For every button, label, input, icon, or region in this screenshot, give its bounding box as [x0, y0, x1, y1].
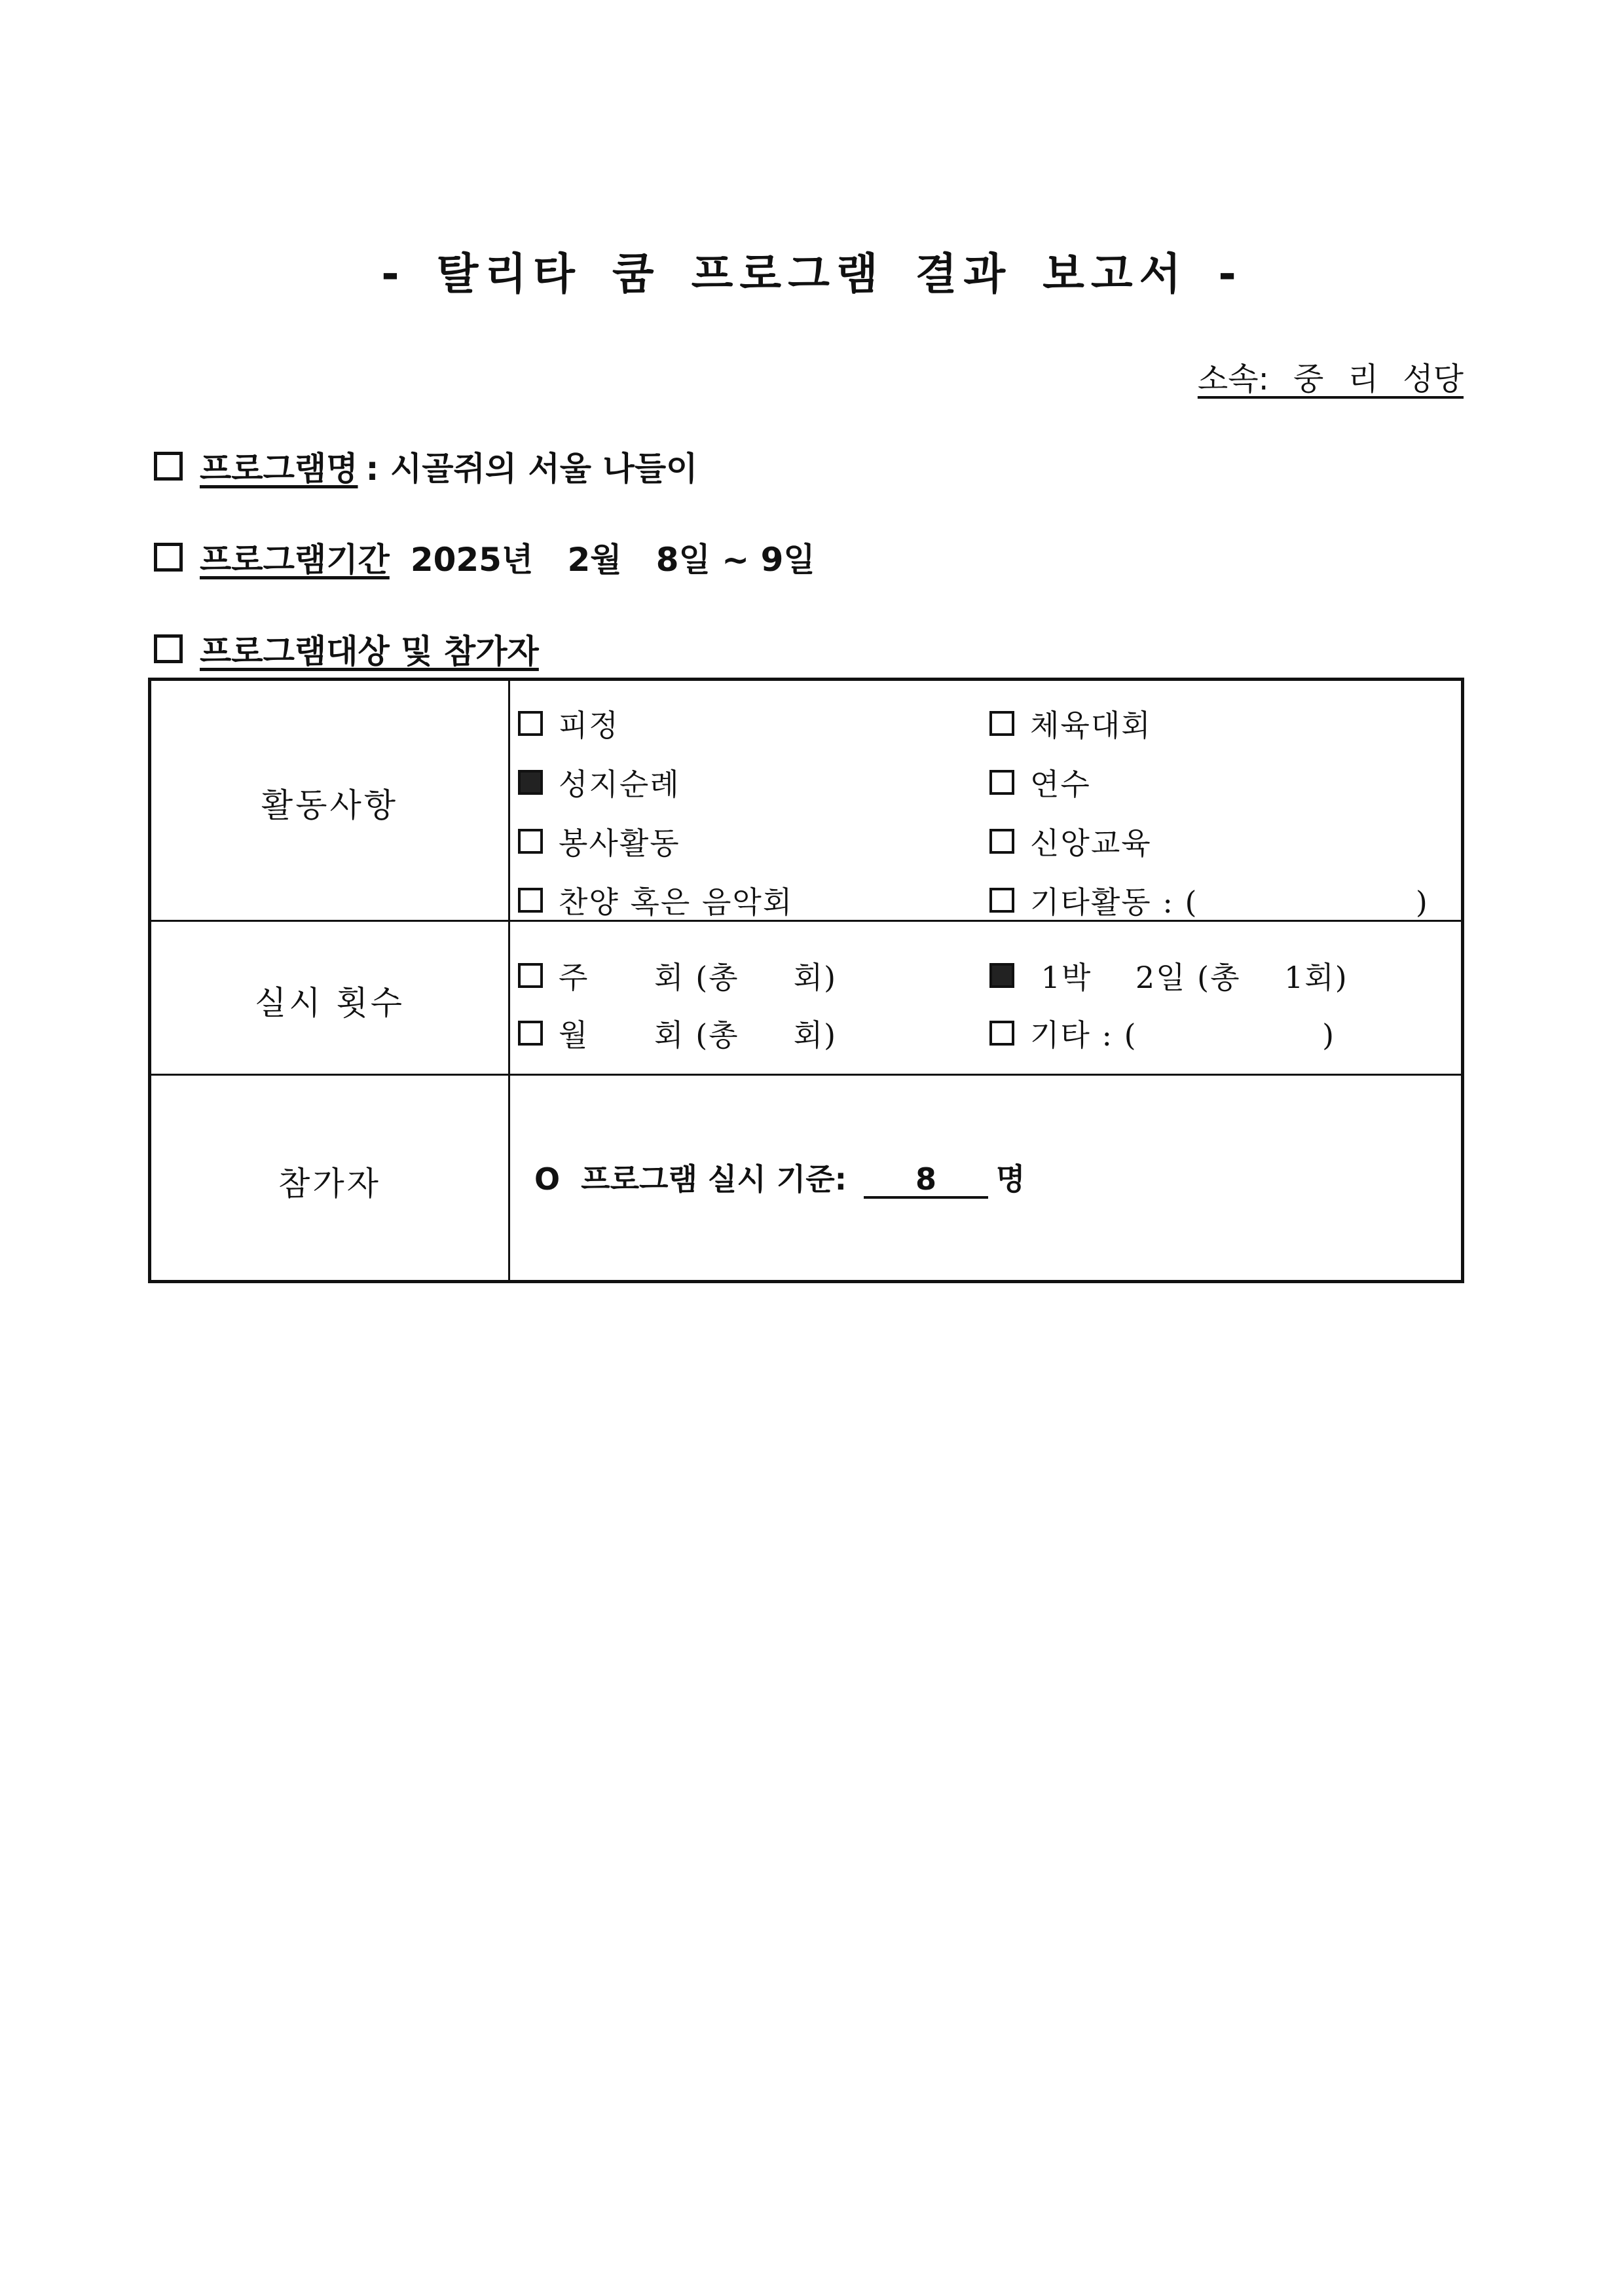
section-program-name: [154, 443, 697, 490]
participant-count-field[interactable]: 8: [864, 1163, 988, 1199]
checkbox-icon[interactable]: [518, 829, 543, 854]
checkbox-icon[interactable]: [989, 1021, 1014, 1046]
activity-option[interactable]: 연수: [989, 761, 1091, 804]
checkbox-icon[interactable]: [989, 711, 1014, 736]
participants-unit: 명: [996, 1161, 1025, 1197]
activity-option[interactable]: 성지순례: [518, 761, 680, 804]
activity-option[interactable]: 기타활동 : ( ): [989, 879, 1429, 922]
checkbox-icon[interactable]: [518, 888, 543, 913]
checkbox-checked-icon[interactable]: [518, 770, 543, 795]
activity-option[interactable]: 봉사활동: [518, 820, 680, 863]
activity-option[interactable]: 찬양 혹은 음악회: [518, 879, 793, 922]
frequency-option[interactable]: 월 회 (총 회): [518, 1011, 837, 1055]
row-divider: [151, 1074, 1461, 1076]
participants-line: [534, 1156, 1025, 1199]
program-table: [148, 678, 1464, 1283]
checkbox-icon: [154, 452, 183, 481]
section-label: 프로그램기간: [200, 541, 390, 579]
activities-label: 활동사항: [261, 786, 399, 824]
column-divider: [508, 681, 510, 1280]
checkbox-icon[interactable]: [989, 888, 1014, 913]
activity-option[interactable]: 피정: [518, 702, 619, 745]
frequency-option[interactable]: 주 회 (총 회): [518, 954, 837, 997]
program-name-value: : 시골쥐의 서울 나들이: [365, 450, 698, 488]
checkbox-icon: [154, 634, 183, 663]
section-label: 프로그램명: [200, 450, 358, 488]
checkbox-checked-icon[interactable]: [989, 963, 1014, 988]
checkbox-icon[interactable]: [518, 963, 543, 988]
frequency-label: 실시 횟수: [254, 984, 405, 1022]
frequency-option[interactable]: 기타 : ( ): [989, 1011, 1335, 1055]
checkbox-icon[interactable]: [989, 770, 1014, 795]
section-program-period: [154, 534, 815, 581]
affiliation: 소속: 중 리 성당: [1197, 361, 1464, 397]
participants-prefix: O 프로그램 실시 기준:: [534, 1161, 847, 1197]
checkbox-icon: [154, 543, 183, 572]
section-program-target: [154, 625, 539, 672]
frequency-option[interactable]: 1박 2일 (총 1회): [989, 954, 1348, 997]
document-title: - 탈리타 쿰 프로그램 결과 보고서 -: [381, 249, 1243, 299]
section-label: 프로그램대상 및 참가자: [200, 632, 539, 670]
checkbox-icon[interactable]: [989, 829, 1014, 854]
program-period-value: 2025년 2월 8일 ~ 9일: [410, 541, 815, 579]
checkbox-icon[interactable]: [518, 1021, 543, 1046]
checkbox-icon[interactable]: [518, 711, 543, 736]
activity-option[interactable]: 체육대회: [989, 702, 1152, 745]
activity-option[interactable]: 신앙교육: [989, 820, 1152, 863]
participants-label: 참가자: [278, 1165, 381, 1203]
